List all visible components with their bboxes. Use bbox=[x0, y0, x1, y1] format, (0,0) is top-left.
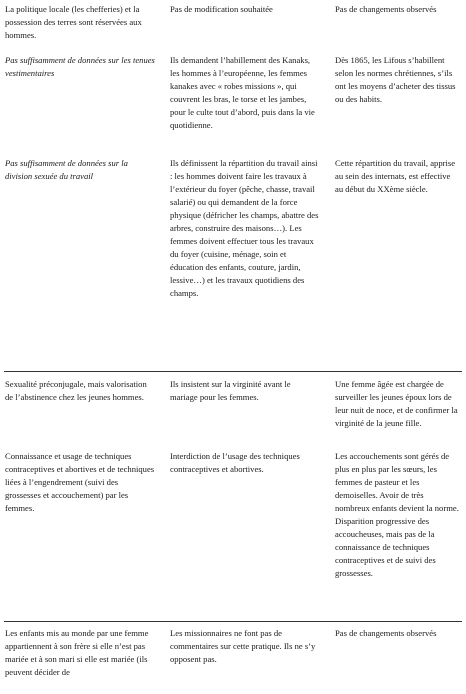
table-cell: Ils définissent la répartition du travail ainsi : les hommes doivent faire les travaux à l’extérieur du foyer (pêche, chasse, travail salarié) ou qui demandent de la force physique (défricher les champs, abattre des arbres, construire des maisons…). Les femmes doivent effectuer tous les travaux du foyer (cuisine, ménage, soin et éducation des enfants, couture, jardin, lessive…) et les travaux quotidiens des champs. bbox=[170, 158, 319, 298]
table-cell: Sexualité préconjugale, mais valorisation de l’abstinence chez les jeunes hommes. bbox=[5, 379, 147, 402]
table-cell: Les missionnaires ne font pas de commentaires sur cette pratique. Ils ne s’y opposent pas. bbox=[170, 628, 316, 664]
table-cell: Pas suffisamment de données sur les tenues vestimentaires bbox=[5, 55, 155, 78]
table-cell: Pas de modification souhaitée bbox=[170, 4, 273, 14]
table-cell: La politique locale (les chefferies) et la possession des terres sont réservées aux hommes. bbox=[5, 4, 142, 40]
table-cell: Les enfants mis au monde par une femme appartiennent à son frère si elle n’est pas mariée et à son mari si elle est mariée (ils peuvent décider de bbox=[5, 628, 149, 677]
table-rule bbox=[4, 621, 462, 622]
table-cell: Cette répartition du travail, apprise au sein des internats, est effective au début du XXème siècle. bbox=[335, 158, 456, 194]
table-cell: Ils demandent l’habillement des Kanaks, les hommes à l’européenne, les femmes kanakes avec « robes missions », qui couvrent les bras, le torse et les jambes, pour le culte tout d’abord, puis dans la vie quotidienne. bbox=[170, 55, 315, 130]
table-rule bbox=[4, 371, 462, 372]
table-cell: Dès 1865, les Lifous s’habillent selon les normes chrétiennes, s’ils ont les moyens d’acheter des tissus ou des habits. bbox=[335, 55, 456, 104]
table-cell: Interdiction de l’usage des techniques contraceptives et abortives. bbox=[170, 451, 300, 474]
table-cell: Une femme âgée est chargée de surveiller les jeunes époux lors de leur nuit de noce, et de confirmer la virginité de la jeune fille. bbox=[335, 379, 458, 428]
table-cell: Ils insistent sur la virginité avant le mariage pour les femmes. bbox=[170, 379, 291, 402]
table-cell: Connaissance et usage de techniques contraceptives et abortives et de techniques liées à l’engendrement (suivi des grossesses et accouchement) par les femmes. bbox=[5, 451, 155, 513]
table-cell: Pas de changements observés bbox=[335, 4, 437, 14]
table-cell: Pas de changements observés bbox=[335, 628, 437, 638]
table-cell: Pas suffisamment de données sur la division sexuée du travail bbox=[5, 158, 128, 181]
table-cell: Les accouchements sont gérés de plus en plus par les sœurs, les femmes de pasteur et les demoiselles. Avoir de très nombreux enfants devient la norme. Disparition progressive des accoucheuses, mais pas de la connaissance de techniques contraceptives et de suivi des grossesses. bbox=[335, 451, 459, 578]
